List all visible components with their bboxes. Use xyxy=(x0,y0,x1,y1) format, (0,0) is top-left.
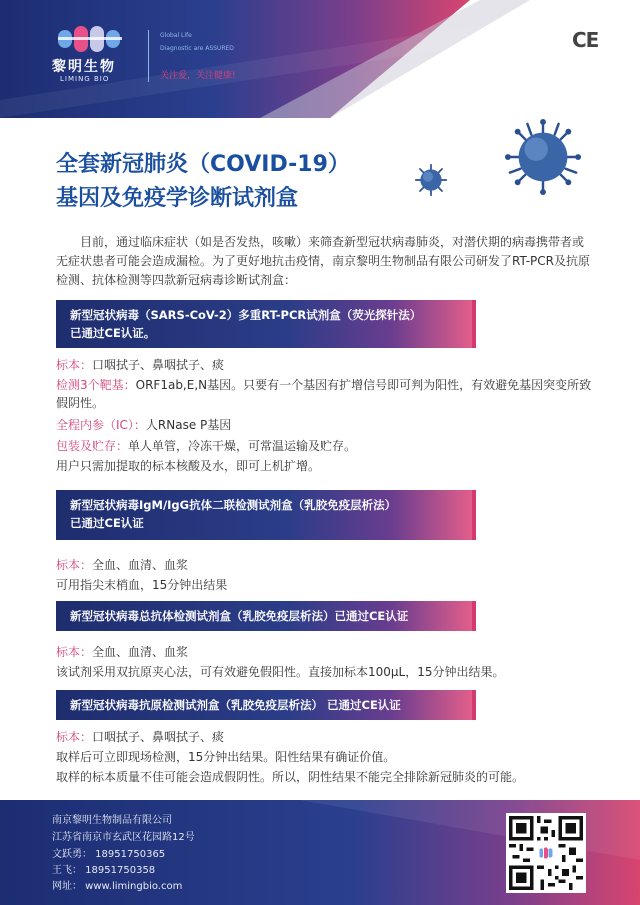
product-4-note-1: 取样后可立即现场检测，15分钟出结果。阳性结果有确证价值。 xyxy=(56,750,396,764)
footer-address: 江苏省南京市玄武区花园路12号 xyxy=(52,832,195,843)
title-line-2: 基因及免疫学诊断试剂盒 xyxy=(56,186,299,211)
product-1-title-bar xyxy=(56,300,476,348)
product-1-title: 新型冠状病毒（SARS-CoV-2）多重RT-PCR试剂盒（荧光探针法） xyxy=(70,308,422,322)
virus-small-icon xyxy=(414,163,448,197)
brand-name-cn: 黎明生物 xyxy=(52,59,116,75)
ce-mark: CE xyxy=(572,28,599,52)
tagline-line-1: Global Life xyxy=(160,32,192,39)
bar-accent xyxy=(472,690,476,720)
footer-contact-1: 文跃勇： 18951750365 xyxy=(52,849,166,860)
header-divider xyxy=(148,30,149,82)
qr-code-icon xyxy=(509,816,583,890)
product-2-title: 新型冠状病毒IgM/IgG抗体二联检测试剂盒（乳胶免疫层析法） xyxy=(70,498,397,512)
logo-icon xyxy=(58,22,122,56)
product-4-title-bar xyxy=(56,690,476,720)
footer-website: 网址： www.limingbio.com xyxy=(52,881,183,892)
bar-accent xyxy=(472,490,476,540)
product-3-note: 该试剂采用双抗原夹心法，可有效避免假阳性。直接加标本100μL，15分钟出结果。 xyxy=(56,665,505,679)
page-title xyxy=(56,148,350,216)
product-1-note: 用户只需加提取的标本核酸及水，即可上机扩增。 xyxy=(56,459,321,473)
bar-accent xyxy=(472,601,476,631)
footer-company: 南京黎明生物制品有限公司 xyxy=(52,815,172,826)
product-1-cert: 已通过CE认证。 xyxy=(70,326,156,340)
product-1-specimen: 标本：口咽拭子、鼻咽拭子、痰 xyxy=(56,358,225,372)
slogan: 关注爱，关注健康! xyxy=(160,71,236,81)
product-2-cert: 已通过CE认证 xyxy=(70,516,144,530)
product-1-targets: 检测3个靶基：ORF1ab,E,N基因。只要有一个基因有扩增信号即可判为阳性，有效避免基因突变所致假阴性。 xyxy=(56,378,592,410)
product-2-note: 可用指尖末梢血，15分钟出结果 xyxy=(56,578,228,592)
product-3-title-bar xyxy=(56,601,476,631)
header-banner xyxy=(0,0,640,118)
product-3-specimen: 标本：全血、血清、血浆 xyxy=(56,645,189,659)
product-1-control: 全程内参（IC）：人RNase P基因 xyxy=(56,418,232,432)
footer-contact-2: 王飞： 18951750358 xyxy=(52,865,156,876)
product-1-storage: 包装及贮存：单人单管，冷冻干燥，可常温运输及贮存。 xyxy=(56,439,357,453)
brand-name-en: LIMING BIO xyxy=(60,75,110,83)
tagline-line-2: Diagnostic are ASSURED xyxy=(160,45,234,52)
product-4-specimen: 标本：口咽拭子、鼻咽拭子、痰 xyxy=(56,730,225,744)
virus-large-icon xyxy=(504,118,582,196)
product-3-title: 新型冠状病毒总抗体检测试剂盒（乳胶免疫层析法）已通过CE认证 xyxy=(70,609,409,623)
product-4-note-2: 取样的标本质量不佳可能会造成假阴性。所以，阴性结果不能完全排除新冠肺炎的可能。 xyxy=(56,770,525,784)
product-2-title-bar xyxy=(56,490,476,540)
intro-paragraph: 目前，通过临床症状（如是否发热，咳嗽）来筛查新型冠状病毒肺炎，对潜伏期的病毒携带者或无症状患者可能会造成漏检。为了更好地抗击疫情，南京黎明生物制品有限公司研发了RT-PCR及抗原检测、抗体检测等四款新冠病毒诊断试剂盒： xyxy=(56,235,590,287)
qr-code[interactable] xyxy=(506,813,586,893)
bar-accent xyxy=(472,300,476,348)
product-2-specimen: 标本：全血、血清、血浆 xyxy=(56,558,189,572)
title-line-1: 全套新冠肺炎（COVID-19） xyxy=(56,152,350,177)
product-4-title: 新型冠状病毒抗原检测试剂盒（乳胶免疫层析法） 已通过CE认证 xyxy=(70,698,401,712)
